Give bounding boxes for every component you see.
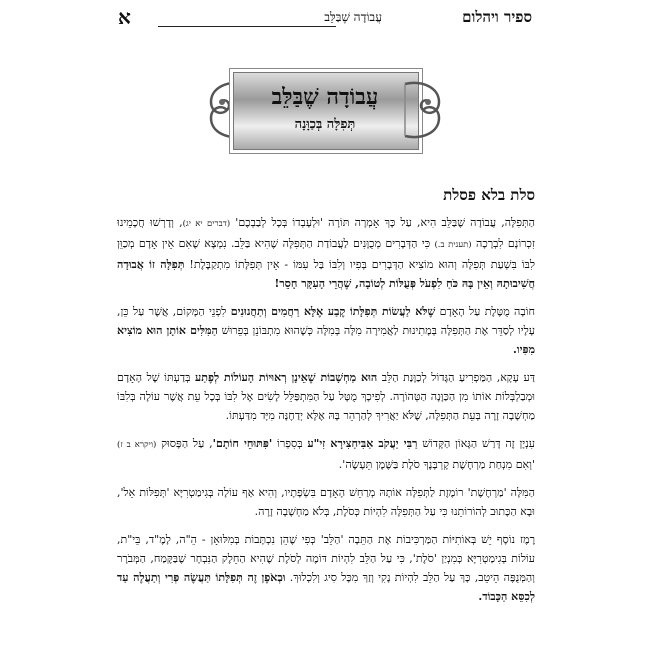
text-run: 'וְאִם מִנְחַת מַרְחֶשֶׁת קָרְבָּנֶךָ סֹלֶת בַּשֶּׁמֶן תֵּעָשֶׂה'. bbox=[338, 458, 535, 471]
source-citation: (ויקרא ב ז) bbox=[117, 440, 157, 450]
source-citation: (דברים יא יג) bbox=[182, 219, 231, 229]
text-run: , עַל הַפָּסוּק bbox=[156, 437, 213, 450]
bold-text: שֶׁלֹּא לַעֲשׂוֹת תְּפִלָּתוֹ קֶבַע אֶלָּא רַחֲמִים וְתַחֲנוּנִים bbox=[230, 305, 436, 318]
paragraph bbox=[117, 302, 535, 359]
chapter-title: עֲבוֹדָה שֶׁבַּלֵּב bbox=[324, 10, 382, 24]
chapter-banner bbox=[205, 64, 445, 156]
text-run: הַתְּפִלָּה, עֲבוֹדָה שֶׁבַּלֵּב הִיא, עַל כָּךְ אָמְרָה תּוֹרָה 'וּלְעָבְדוֹ בְּכָל לְבַבְכֶם' bbox=[230, 216, 535, 229]
text-run: , וְדָרְשׁוּ חֲכָמֵינוּ זִכְרוֹנָם לִבְרָכָה bbox=[117, 216, 535, 250]
text-run: כִּי הַדְּבָרִים מְכֻוָּנִים לַעֲבוֹדַת הַתְּפִלָּה שֶׁהִיא בַּלֵּב. נִמְצָא שֶׁאִם אֵין אָדָם מְכַוֵּן לִבּוֹ בִּשְׁעַת תְּפִלָּה וְהוּא מוֹצִיא הַדְּבָרִים בְּפִיו וְלִבּוֹ בַּל עִמּוֹ - אֵין תְּפִלָּתוֹ מִתְקַבֶּלֶת! bbox=[117, 237, 535, 271]
page-letter: א bbox=[118, 5, 131, 29]
chapter-title-large: עֲבוֹדָה שֶׁבַּלֵּב bbox=[271, 84, 379, 110]
chapter-subtitle: תְּפִלָּה בְּכַוָּנָה bbox=[294, 117, 356, 132]
text-run: בְּדַעְתּוֹ שֶׁל הָאָדָם וּמְבַלְבְּלוֹת אוֹתוֹ מִן הַכַּוָּנָה הַטְּהוֹרָה. לְפִיכָךְ מֻטָּל עַל הַמִּתְפַּלֵּל לָשִׂים אֶל לִבּוֹ בְּכָל עֵת אֲשֶׁר עוֹלָה בְּלִבּוֹ מַחְשָׁבָה זָרָה בְּעֵת הַתְּפִלָּה, שֶׁלֹּא יַאֲרִיךְ לְהַרְהֵר בָּהּ אֶלָּא יְדַחֶנָּה מִיָּד מִדַּעְתּוֹ. bbox=[117, 371, 535, 422]
running-header bbox=[118, 5, 532, 30]
text-run: דַּע עָקָא, הַמַּפְרִיעַ הַגָּדוֹל לְכַוָּנַת הַלֵּב bbox=[377, 371, 535, 384]
header-rule bbox=[158, 26, 336, 27]
bold-text: הוּא מַחְשָׁבוֹת שֶׁאֵינָן רְאוּיוֹת הָעוֹלוֹת לְפֶתַע bbox=[195, 371, 378, 384]
paragraph bbox=[117, 483, 535, 521]
bold-text: הַמִּלִּים אוֹתָן הוּא מוֹצִיא מִפִּיו. bbox=[117, 324, 535, 356]
source-citation: (תענית ב.) bbox=[434, 240, 472, 250]
paragraph bbox=[117, 368, 535, 425]
text-run: לִפְנֵי הַמָּקוֹם, אֲשֶׁר עַל כֵּן, עָלָיו לְסַדֵּר אֶת הַתְּפִלָּה בְּמָתִינוּת לַאֲמִירָה מִלָּה בְּמִלָּה כְּשֶׁהוּא מִתְבּוֹנֵן בְּפֵרוּשׁ bbox=[117, 305, 535, 337]
bold-text: 'פִּתּוּחֵי חוֹתָם' bbox=[212, 437, 273, 450]
bold-text: וּבְאֹפֶן זֶה תְּפִלָּתוֹ תַּעֲשֶׂה פְּרִי וְתַעֲלֶה עַד לְכִסֵּא הַכָּבוֹד. bbox=[117, 571, 535, 603]
paragraph bbox=[117, 434, 535, 474]
text-run: חוֹבָה מֻטֶּלֶת עַל הָאָדָם bbox=[435, 305, 535, 318]
paragraphs bbox=[117, 213, 535, 606]
text-run: הַמִּלָּה 'מַרְחֶשֶׁת' רוֹמֶזֶת לַתְּפִלָּה אוֹתָהּ מְרַחֵשׁ הָאָדָם בִּשְׂפָתָיו, וְהִיא אַף עוֹלָה בְּגִימַטְרִיָּא 'תְּפִלּוֹת אֵל', וּבָא הַכָּתוּב לְהוֹרוֹתֵנוּ כִּי עַל הַתְּפִלָּה לִהְיוֹת כְּסֹלֶת, בְּלֹא מַחְשָׁבָה זָרָה. bbox=[117, 486, 535, 518]
text-run: עִנְיָן זֶה דָּרַשׁ הַגָּאוֹן הַקָּדוֹשׁ bbox=[417, 437, 535, 450]
paragraph bbox=[117, 213, 535, 293]
main-text bbox=[117, 186, 535, 615]
section-heading: סלת בלא פסלת bbox=[443, 186, 535, 204]
paragraph bbox=[117, 530, 535, 606]
bold-text: תְּפִלָּה זוֹ אֲבוּדָה חֲשִׁיבוּתָהּ וְאֵין בָּהּ כֹּחַ לִפְעֹל פְּעֻלּוֹת לְטוֹבָה, שֶׁהֲרֵי הָעִקָּר חָסֵר! bbox=[117, 258, 535, 290]
text-run: בְּסִפְרוֹ bbox=[272, 437, 308, 450]
book-title: ספיר ויהלום bbox=[462, 8, 532, 26]
bold-text: רַבִּי יַעֲקֹב אַבִּיחַצִירָא זִי"ע bbox=[307, 437, 418, 450]
text-run: רֶמֶז נוֹסָף יֵשׁ בְּאוֹתִיּוֹת הַמַּרְכִּיבוֹת אֶת הַתֵּבָה 'הַלֵּב' כְּפִי שֶׁהֵן נִכְתָּבוֹת בְּמִלּוּאָן - הֵ"ה, לָמֶ"ד, בֵּי"ת, עוֹלוֹת בְּגִימַטְרִיָּא כְּמִנְיַן 'סֹלֶת', כִּי עַל הַלֵּב לִהְיוֹת דּוֹמֶה לְסֹלֶת שֶׁהִיא הַחֵלֶק הַנִּבְחָר שֶׁבַּקֶּמַח, הַמְּבֹרָר וְהַמְּנֻפֶּה הֵיטֵב, כָּךְ עַל הַלֵּב לִהְיוֹת נָקִי וְזַךְ מִכָּל סִיג וְלִכְלוּךְ. bbox=[117, 533, 535, 584]
